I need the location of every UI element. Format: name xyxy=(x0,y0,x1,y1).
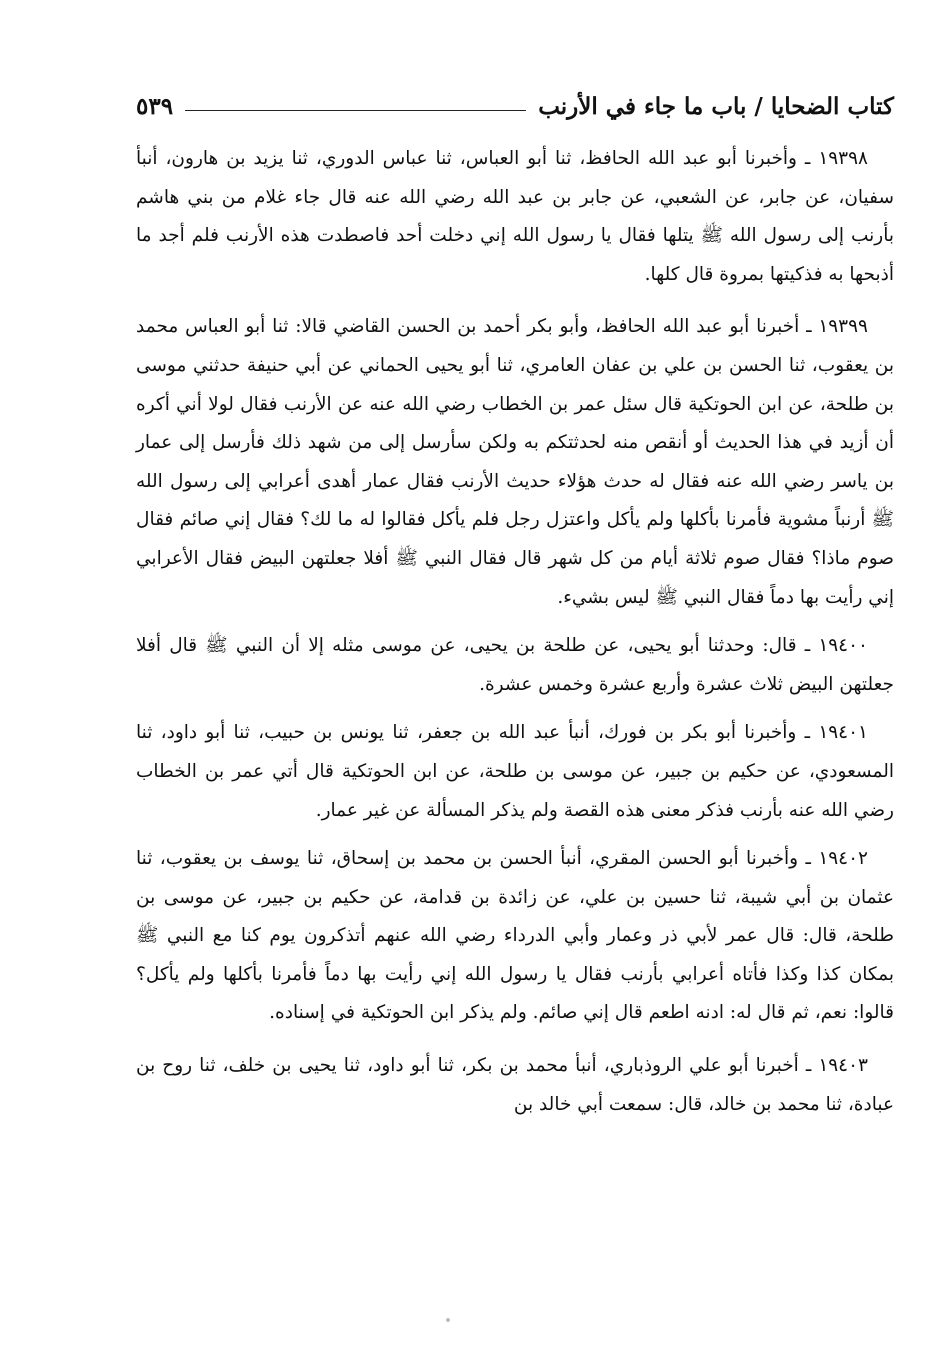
hadith-paragraph-19402: ١٩٤٠٢ ـ وأخبرنا أبو الحسن المقري، أنبأ الحسن بن محمد بن إسحاق، ثنا يوسف بن يعقوب، ثنا عثمان بن أبي شيبة، ثنا حسين بن علي، عن زائدة بن قدامة، عن حكيم بن جبير، عن موسى بن طلحة، قال: قال عمر لأبي ذر وعمار وأبي الدرداء رضي الله عنهم أتذكرون يوم كنا مع النبي ﷺ بمكان كذا وكذا فأتاه أعرابي بأرنب فقال يا رسول الله إني رأيت بها دماً فأمرنا بأكلها ولم يأكل؟ قالوا: نعم، ثم قال له: ادنه اطعم قال إني صائم. ولم يذكر ابن الحوتكية في إسناده. xyxy=(136,848,894,1024)
header-rule xyxy=(185,110,526,111)
chapter-title: كتاب الضحايا / باب ما جاء في الأرنب xyxy=(538,92,894,120)
hadith-paragraph-19401: ١٩٤٠١ ـ وأخبرنا أبو بكر بن فورك، أنبأ عبد الله بن جعفر، ثنا يونس بن حبيب، ثنا أبو داود، ثنا المسعودي، عن حكيم بن جبير، عن موسى بن طلحة، عن ابن الحوتكية قال أتي عمر بن الخطاب رضي الله عنه بأرنب فذكر معنى هذه القصة ولم يذكر المسألة عن غير عمار. xyxy=(136,722,894,821)
hadith-paragraph-19399: ١٩٣٩٩ ـ أخبرنا أبو عبد الله الحافظ، وأبو بكر أحمد بن الحسن القاضي قالا: ثنا أبو العباس محمد بن يعقوب، ثنا الحسن بن علي بن عفان العامري، ثنا أبو يحيى الحماني عن أبي حنيفة حدثني موسى بن طلحة، عن ابن الحوتكية قال سئل عمر بن الخطاب رضي الله عنه عن الأرنب فقال لولا أني أكره أن أزيد في هذا الحديث أو أنقص منه لحدثتكم به ولكن سأرسل إلى من شهد ذلك فأرسل إلى عمار بن ياسر رضي الله عنه فقال له حدث هؤلاء حديث الأرنب فقال عمار أهدى أعرابي إلى رسول الله ﷺ أرنباً مشوية فأمرنا بأكلها ولم يأكل واعتزل رجل فلم يأكل فقالوا له ما لك؟ فقال إني صائم فقال صوم ماذا؟ فقال صوم ثلاثة أيام من كل شهر قال فقال النبي ﷺ أفلا جعلتهن البيض فقال الأعرابي إني رأيت بها دماً فقال النبي ﷺ ليس بشيء. xyxy=(136,316,894,608)
page-number: ٥٣٩ xyxy=(136,92,174,120)
hadith-paragraph-19403: ١٩٤٠٣ ـ أخبرنا أبو علي الروذباري، أنبأ محمد بن بكر، ثنا أبو داود، ثنا يحيى بن خلف، ثنا روح بن عبادة، ثنا محمد بن خالد، قال: سمعت أبي خالد بن xyxy=(136,1055,894,1115)
hadith-paragraph-19400: ١٩٤٠٠ ـ قال: وحدثنا أبو يحيى، عن طلحة بن يحيى، عن موسى مثله إلا أن النبي ﷺ قال أفلا جعلتهن البيض ثلاث عشرة وأربع عشرة وخمس عشرة. xyxy=(136,635,894,695)
scan-speck xyxy=(446,1318,450,1322)
document-page xyxy=(136,86,894,1134)
running-header xyxy=(136,86,894,126)
hadith-paragraph-19398: ١٩٣٩٨ ـ وأخبرنا أبو عبد الله الحافظ، ثنا أبو العباس، ثنا عباس الدوري، ثنا يزيد بن هارون، أنبأ سفيان، عن جابر، عن الشعبي، عن جابر بن عبد الله رضي الله عنه قال جاء غلام من بني هاشم بأرنب إلى رسول الله ﷺ يتلها فقال يا رسول الله إني دخلت أحد فاصطدت هذه الأرنب فلم أجد ما أذبحها به فذكيتها بمروة قال كلها. xyxy=(136,148,894,285)
